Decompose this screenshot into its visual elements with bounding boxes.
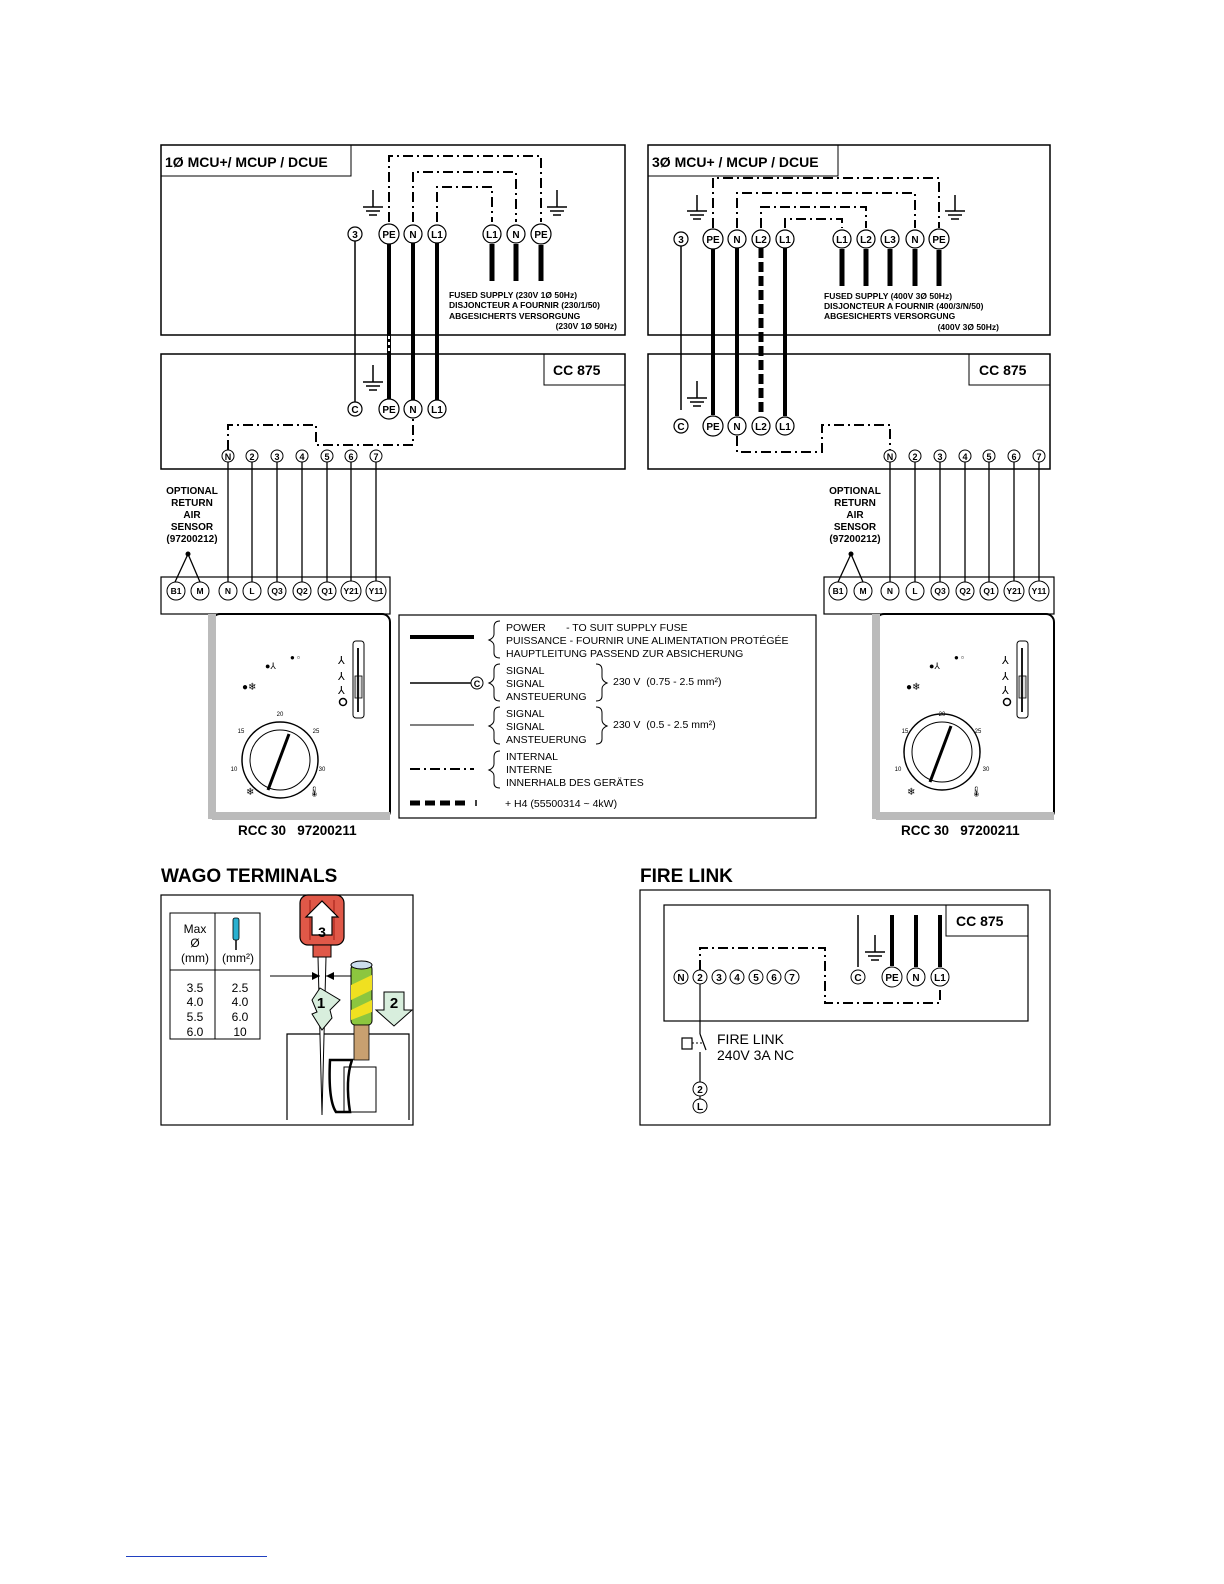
svg-text:M: M: [859, 586, 867, 596]
three-phase-title: 3Ø MCU+ / MCUP / DCUE: [652, 154, 819, 170]
svg-text:Q1: Q1: [321, 586, 333, 596]
svg-text:(97200212): (97200212): [829, 534, 881, 545]
svg-text:ANSTEUERUNG: ANSTEUERUNG: [506, 691, 587, 703]
footnote-rule: [126, 1556, 267, 1557]
svg-text:FIRE LINK: FIRE LINK: [717, 1031, 784, 1047]
single-phase-title: 1Ø MCU+/ MCUP / DCUE: [165, 154, 328, 170]
fan-mid-icon: ⅄: [338, 671, 345, 683]
thermometer-icon: 🌡: [970, 787, 983, 798]
single-phase-rcc-terminals: [161, 577, 390, 614]
single-phase-cc875: [161, 354, 625, 469]
fire-link-switch-icon: [682, 1038, 692, 1049]
svg-text:PE: PE: [706, 422, 720, 433]
earth-icon: [363, 365, 383, 390]
svg-text:4: 4: [299, 452, 305, 462]
svg-text:AIR: AIR: [183, 510, 201, 521]
wago-title: WAGO TERMINALS: [161, 866, 338, 887]
svg-text:SIGNAL: SIGNAL: [506, 721, 545, 733]
three-phase-sensor-text: [829, 486, 881, 545]
svg-text:Y21: Y21: [343, 586, 359, 596]
terminal-label: PE: [534, 230, 548, 241]
terminal-label: 3: [352, 230, 358, 241]
svg-text:Max: Max: [183, 922, 207, 936]
svg-text:OPTIONAL: OPTIONAL: [166, 486, 218, 497]
fan-small-icon: ●⅄: [929, 661, 940, 671]
three-phase-cc-bottom-terminals: [884, 450, 1045, 462]
svg-text:AIR: AIR: [846, 510, 864, 521]
svg-text:ANSTEUERUNG: ANSTEUERUNG: [506, 734, 587, 746]
three-phase-unit-terminals: [674, 229, 794, 249]
svg-text:N: N: [886, 452, 894, 462]
svg-text:Y21: Y21: [1006, 586, 1022, 596]
svg-text:INNERHALB DES GERÄTES: INNERHALB DES GERÄTES: [506, 777, 644, 789]
svg-text:20: 20: [938, 712, 946, 718]
terminal-label: L1: [486, 230, 498, 241]
svg-text:PE: PE: [885, 973, 899, 984]
svg-text:SIGNAL: SIGNAL: [506, 708, 545, 720]
fire-link-panel: [640, 890, 1050, 1125]
earth-icon: [687, 381, 707, 406]
svg-text:4.0: 4.0: [186, 995, 204, 1009]
svg-text:6: 6: [348, 452, 354, 462]
svg-text:L: L: [249, 586, 255, 596]
thermometer-icon: 🌡: [308, 787, 321, 798]
svg-text:L2: L2: [755, 235, 767, 246]
svg-text:DISJONCTEUR A FOURNIR (230/1/5: DISJONCTEUR A FOURNIR (230/1/50): [449, 300, 600, 310]
svg-text:Y11: Y11: [1031, 586, 1047, 596]
svg-text:N: N: [224, 586, 232, 596]
svg-text:L1: L1: [836, 235, 848, 246]
snowflake-icon: ●❄: [906, 682, 921, 693]
svg-text:FUSED SUPPLY (400V 3Ø 50Hz): FUSED SUPPLY (400V 3Ø 50Hz): [824, 291, 953, 301]
fan-high-icon: ⅄: [338, 655, 345, 667]
svg-text:Q3: Q3: [271, 586, 283, 596]
svg-text:3: 3: [678, 235, 684, 246]
svg-text:L2: L2: [755, 422, 767, 433]
svg-text:2: 2: [697, 973, 703, 984]
svg-text:10: 10: [230, 767, 238, 773]
svg-text:INTERNE: INTERNE: [506, 764, 553, 776]
svg-text:C: C: [854, 973, 862, 984]
svg-text:OPTIONAL: OPTIONAL: [829, 486, 881, 497]
svg-text:5.5: 5.5: [186, 1010, 204, 1024]
svg-text:15: 15: [237, 729, 245, 735]
svg-text:L1: L1: [779, 235, 791, 246]
earth-icon: [865, 935, 885, 960]
svg-text:(400V 3Ø 50Hz): (400V 3Ø 50Hz): [937, 322, 999, 332]
svg-text:230 V (0.5 - 2.5 mm²): 230 V (0.5 - 2.5 mm²): [613, 719, 716, 731]
single-phase-supply-terminals: [483, 224, 551, 244]
svg-text:L2: L2: [860, 235, 872, 246]
svg-text:RETURN: RETURN: [171, 498, 213, 509]
snowflake-icon: ❄: [907, 787, 916, 798]
cc875-label: CC 875: [979, 362, 1027, 378]
svg-text:INTERNAL: INTERNAL: [506, 751, 558, 763]
terminal-label: C: [351, 405, 359, 416]
svg-text:N: N: [733, 422, 741, 433]
three-phase-supply-terminals: [833, 229, 949, 249]
terminal-label: N: [512, 230, 520, 241]
svg-text:(mm): (mm): [181, 951, 209, 965]
fan-high-icon: ⅄: [1002, 655, 1009, 667]
svg-text:5: 5: [753, 973, 759, 984]
svg-text:Q2: Q2: [296, 586, 308, 596]
single-phase-sensor-text: [166, 486, 218, 545]
svg-text:6: 6: [771, 973, 777, 984]
wago-panel: [161, 895, 413, 1125]
cable-end-icon: [233, 918, 239, 940]
svg-text:FUSED SUPPLY (230V 1Ø 50Hz): FUSED SUPPLY (230V 1Ø 50Hz): [449, 290, 578, 300]
terminal-label: L1: [431, 230, 443, 241]
terminal-label: L1: [431, 405, 443, 416]
svg-text:2.5: 2.5: [231, 981, 249, 995]
svg-text:Q3: Q3: [934, 586, 946, 596]
svg-text:2: 2: [912, 452, 918, 462]
svg-text:4: 4: [734, 973, 740, 984]
svg-text:3: 3: [937, 452, 943, 462]
svg-text:3: 3: [318, 924, 326, 940]
wire-icon: [351, 961, 372, 1060]
svg-text:15: 15: [901, 729, 909, 735]
svg-text:N: N: [886, 586, 894, 596]
svg-text:C: C: [473, 679, 481, 689]
three-phase-rcc-terminals: [824, 577, 1054, 614]
svg-text:RETURN: RETURN: [834, 498, 876, 509]
terminal-label: N: [409, 405, 417, 416]
three-phase-supply-text: [824, 291, 999, 332]
cc875-label: CC 875: [553, 362, 601, 378]
svg-text:C: C: [677, 422, 685, 433]
svg-text:25: 25: [974, 729, 982, 735]
svg-text:3: 3: [716, 973, 722, 984]
svg-text:N: N: [911, 235, 919, 246]
svg-text:6.0: 6.0: [231, 1010, 249, 1024]
svg-text:POWER - TO SUIT SUPPLY F: POWER - TO SUIT SUPPLY FUSE: [506, 622, 688, 634]
terminal-label: N: [409, 230, 417, 241]
svg-text:6: 6: [1011, 452, 1017, 462]
svg-text:5: 5: [324, 452, 330, 462]
svg-text:SENSOR: SENSOR: [833, 522, 877, 533]
svg-text:HAUPTLEITUNG PASSEND ZUR ABSIC: HAUPTLEITUNG PASSEND ZUR ABSICHERUNG: [506, 648, 744, 660]
terminal-label: PE: [382, 230, 396, 241]
svg-text:ABGESICHERTS VERSORGUNG: ABGESICHERTS VERSORGUNG: [824, 311, 956, 321]
svg-text:(mm²): (mm²): [222, 951, 254, 965]
svg-text:Q1: Q1: [983, 586, 995, 596]
svg-text:20: 20: [276, 712, 284, 718]
svg-text:PE: PE: [932, 235, 946, 246]
svg-text:DISJONCTEUR A FOURNIR (400/3/N: DISJONCTEUR A FOURNIR (400/3/N/50): [824, 301, 984, 311]
svg-text:2: 2: [697, 1085, 703, 1096]
svg-text:N: N: [224, 452, 232, 462]
svg-text:L: L: [912, 586, 918, 596]
svg-text:2: 2: [389, 995, 399, 1012]
svg-text:(97200212): (97200212): [166, 534, 218, 545]
svg-text:10: 10: [894, 767, 902, 773]
svg-text:N: N: [912, 973, 920, 984]
single-phase-cc-bottom-terminals: [222, 450, 382, 462]
svg-text:10: 10: [233, 1025, 247, 1039]
svg-text:+ H4 (55500314 ~ 4kW): + H4 (55500314 ~ 4kW): [505, 798, 618, 810]
svg-text:1: 1: [316, 995, 326, 1012]
svg-text:B1: B1: [170, 586, 182, 596]
svg-text:4.0: 4.0: [231, 995, 249, 1009]
svg-text:Y11: Y11: [368, 586, 384, 596]
svg-text:3: 3: [274, 452, 280, 462]
fan-mid-icon: ⅄: [1002, 671, 1009, 683]
single-phase-unit-terminals: [348, 224, 446, 244]
svg-text:7: 7: [1036, 452, 1042, 462]
snowflake-icon: ❄: [246, 787, 255, 798]
svg-text:3.5: 3.5: [186, 981, 204, 995]
cc875-label: CC 875: [956, 913, 1004, 929]
svg-text:2: 2: [249, 452, 255, 462]
single-phase-feed-wires: [355, 241, 437, 403]
svg-text:PE: PE: [706, 235, 720, 246]
three-phase-rcc-label: RCC 30 97200211: [901, 823, 1020, 838]
single-phase-thermostat: [208, 614, 390, 820]
svg-text:4: 4: [962, 452, 968, 462]
fan-low-icon: ⅄: [338, 685, 345, 697]
svg-text:L1: L1: [779, 422, 791, 433]
three-phase-unit: [648, 145, 1050, 335]
terminal-label: PE: [382, 405, 396, 416]
svg-text:PUISSANCE - FOURNIR UNE ALIMEN: PUISSANCE - FOURNIR UNE ALIMENTATION PROTÉGÉE: [506, 635, 789, 647]
svg-text:5: 5: [986, 452, 992, 462]
svg-text:SIGNAL: SIGNAL: [506, 678, 545, 690]
wago-table-rows: [187, 981, 249, 1039]
switch-contact-icon: [700, 1034, 706, 1050]
svg-text:N: N: [733, 235, 741, 246]
earth-icon: [363, 190, 567, 215]
svg-text:30: 30: [982, 767, 990, 773]
legend: [399, 615, 816, 818]
three-phase-thermostat: [872, 614, 1054, 820]
svg-text:230 V (0.75 - 2.5 mm²): 230 V (0.75 - 2.5 mm²): [613, 676, 722, 688]
svg-text:240V 3A NC: 240V 3A NC: [717, 1047, 795, 1063]
svg-text:SIGNAL: SIGNAL: [506, 665, 545, 677]
svg-text:25: 25: [312, 729, 320, 735]
svg-text:B1: B1: [832, 586, 844, 596]
svg-text:7: 7: [789, 973, 795, 984]
single-phase-unit: [161, 145, 625, 335]
fan-small-icon: ●⅄: [265, 661, 276, 671]
fan-low-icon: ⅄: [1002, 685, 1009, 697]
svg-text:L: L: [696, 1102, 704, 1113]
fire-link-title: FIRE LINK: [640, 866, 733, 887]
svg-text:Q2: Q2: [959, 586, 971, 596]
fan-dot-icon: ● ▫: [954, 653, 964, 662]
single-phase-rcc-label: RCC 30 97200211: [238, 823, 357, 838]
svg-text:6.0: 6.0: [186, 1025, 204, 1039]
svg-text:N: N: [677, 973, 685, 984]
svg-text:M: M: [196, 586, 204, 596]
svg-text:ABGESICHERTS VERSORGUNG: ABGESICHERTS VERSORGUNG: [449, 311, 581, 321]
single-phase-supply-text: [449, 290, 617, 331]
three-phase-cc875: [648, 354, 1050, 469]
fire-link-terminals: [674, 967, 949, 987]
fan-dot-icon: ● ▫: [290, 653, 300, 662]
svg-text:L3: L3: [884, 235, 896, 246]
svg-text:30: 30: [318, 767, 326, 773]
snowflake-icon: ●❄: [242, 682, 257, 693]
svg-text:Ø: Ø: [190, 936, 200, 950]
svg-text:(230V 1Ø 50Hz): (230V 1Ø 50Hz): [555, 321, 617, 331]
svg-text:SENSOR: SENSOR: [170, 522, 214, 533]
svg-text:7: 7: [373, 452, 379, 462]
svg-text:L1: L1: [934, 973, 946, 984]
